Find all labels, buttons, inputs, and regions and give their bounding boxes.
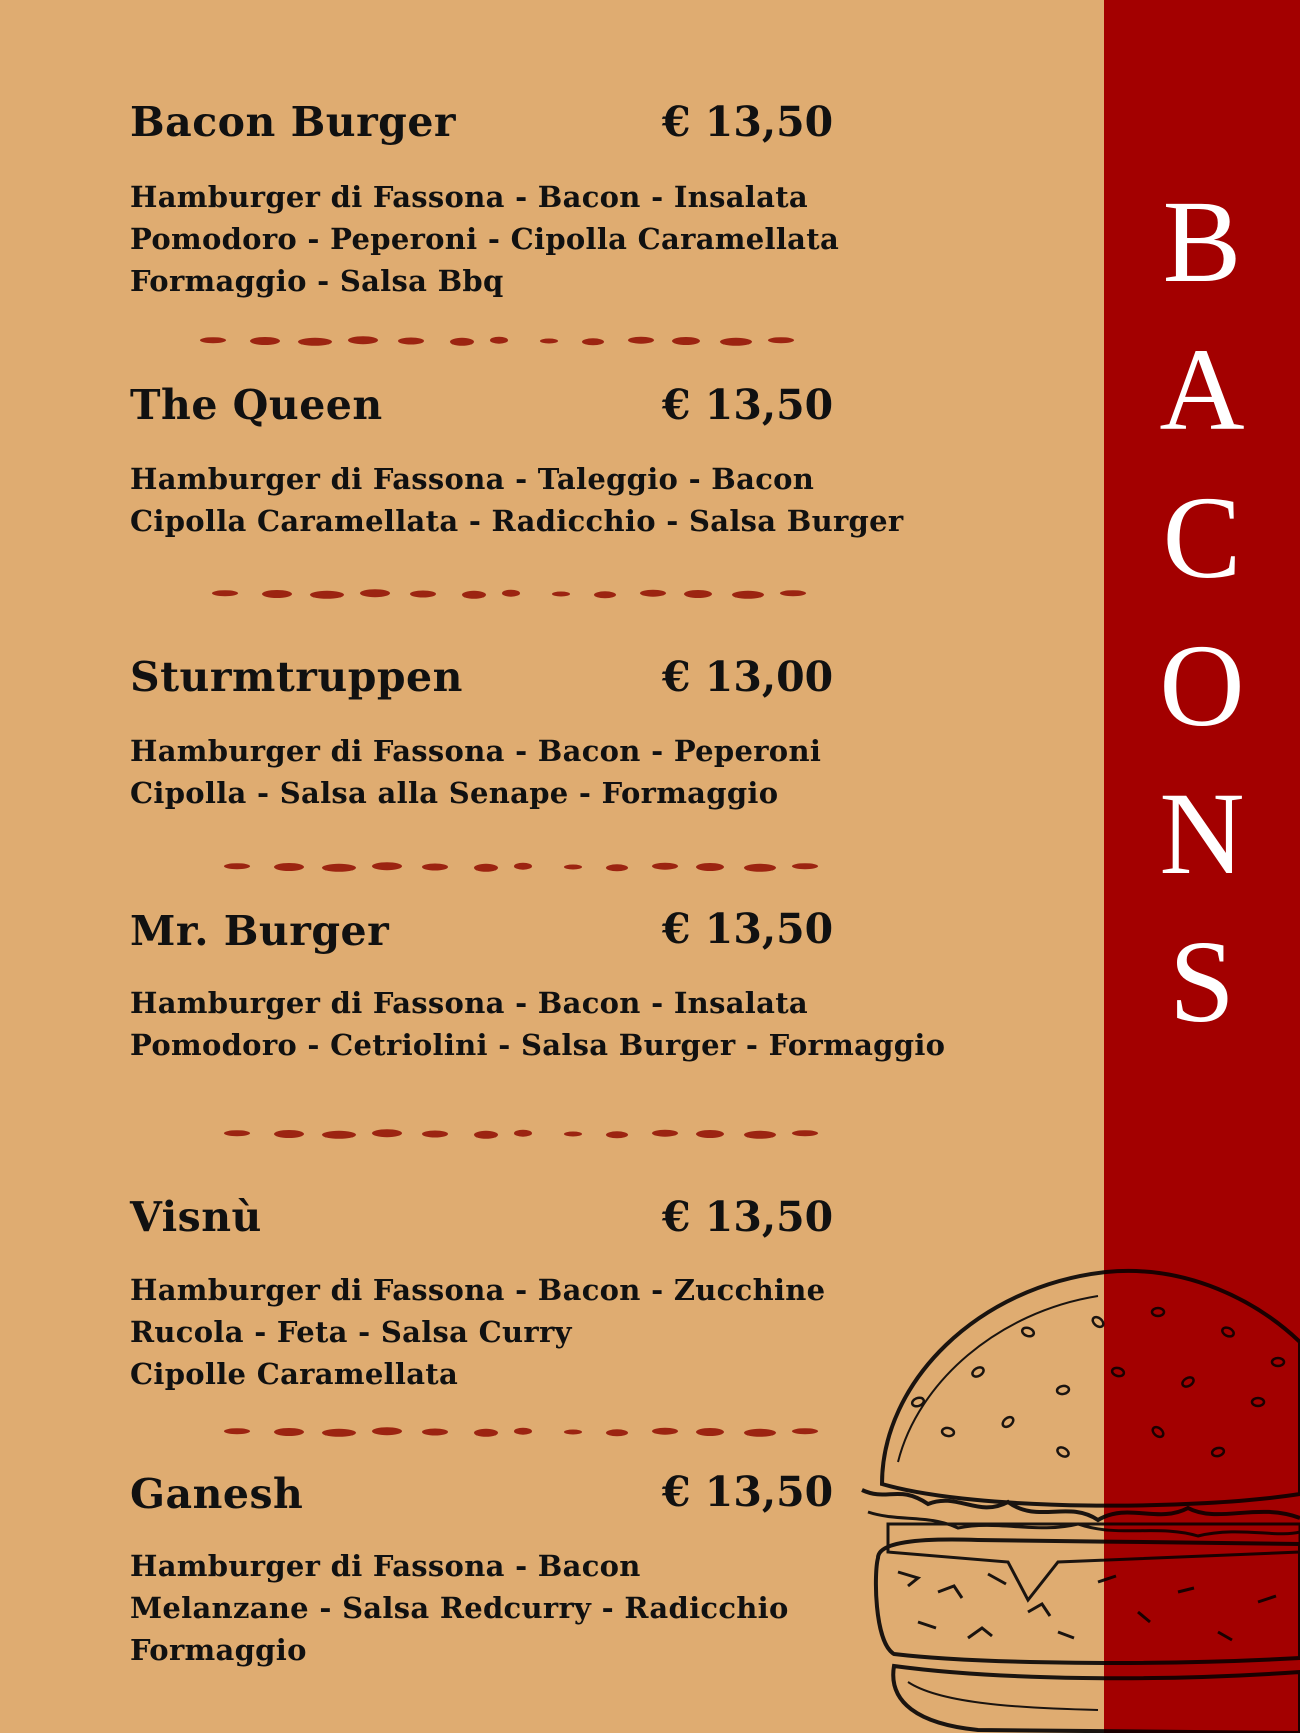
desc-line: Cipolle Caramellata: [130, 1357, 459, 1391]
divider-dash: [224, 1428, 250, 1434]
divider-dash: [514, 1130, 532, 1137]
divider-dash: [474, 1131, 498, 1139]
divider-dash: [274, 1428, 304, 1436]
divider-dash: [582, 338, 604, 345]
item-price-sturmtruppen: € 13,00: [662, 653, 834, 701]
desc-line: Rucola - Feta - Salsa Curry: [130, 1315, 572, 1349]
divider-dash: [606, 864, 628, 871]
item-price-mr-burger: € 13,50: [662, 905, 834, 953]
divider-dash: [768, 337, 794, 343]
divider-dash: [744, 1131, 776, 1139]
divider-dash: [348, 336, 378, 344]
divider-dash: [672, 337, 700, 345]
divider-dash: [322, 1429, 356, 1437]
divider-dash: [422, 1131, 448, 1138]
divider-dash: [274, 1130, 304, 1138]
item-desc-sturmtruppen: [130, 730, 821, 814]
desc-line: Hamburger di Fassona - Taleggio - Bacon: [130, 462, 815, 496]
divider-dash: [540, 339, 558, 344]
divider-dash: [450, 338, 474, 346]
desc-line: Hamburger di Fassona - Bacon - Peperoni: [130, 734, 822, 768]
band-letter-a: A: [1159, 324, 1245, 455]
divider-dash: [474, 1429, 498, 1437]
divider-dash: [594, 591, 616, 598]
divider-dash: [474, 864, 498, 872]
divider-dash: [564, 1132, 582, 1137]
item-name-mr-burger: Mr. Burger: [130, 907, 390, 955]
burger-illustration-icon: [858, 1262, 1300, 1733]
band-letter-c: C: [1162, 472, 1242, 603]
divider-dash: [792, 1428, 818, 1434]
divider-dash: [640, 590, 666, 597]
divider-dash: [732, 591, 764, 599]
divider-5: [224, 1420, 844, 1444]
desc-line: Pomodoro - Peperoni - Cipolla Caramellata: [130, 222, 840, 256]
divider-dash: [792, 1130, 818, 1136]
divider-dash: [628, 337, 654, 344]
divider-dash: [212, 590, 238, 596]
divider-dash: [322, 1131, 356, 1139]
divider-dash: [490, 337, 508, 344]
item-name-the-queen: The Queen: [130, 381, 383, 429]
item-name-ganesh: Ganesh: [130, 1470, 304, 1518]
divider-dash: [696, 1130, 724, 1138]
divider-dash: [224, 863, 250, 869]
desc-line: Cipolla Caramellata - Radicchio - Salsa Burger: [130, 504, 904, 538]
divider-dash: [200, 337, 226, 343]
divider-dash: [514, 863, 532, 870]
divider-dash: [224, 1130, 250, 1136]
divider-2: [212, 582, 832, 606]
desc-line: Formaggio - Salsa Bbq: [130, 264, 504, 298]
divider-dash: [696, 863, 724, 871]
item-price-visnu: € 13,50: [662, 1193, 834, 1241]
desc-line: Pomodoro - Cetriolini - Salsa Burger - Formaggio: [130, 1028, 946, 1062]
desc-line: Formaggio: [130, 1633, 307, 1667]
item-name-bacon-burger: Bacon Burger: [130, 98, 457, 146]
item-name-visnu: Visnù: [130, 1193, 262, 1241]
divider-dash: [372, 1129, 402, 1137]
divider-dash: [422, 864, 448, 871]
band-letter-n: N: [1159, 768, 1245, 899]
divider-dash: [322, 864, 356, 872]
divider-dash: [410, 591, 436, 598]
item-desc-bacon-burger: [130, 176, 839, 302]
divider-dash: [684, 590, 712, 598]
divider-dash: [696, 1428, 724, 1436]
divider-dash: [720, 338, 752, 346]
divider-dash: [564, 1430, 582, 1435]
item-price-the-queen: € 13,50: [662, 381, 834, 429]
desc-line: Hamburger di Fassona - Bacon - Insalata: [130, 986, 808, 1020]
divider-dash: [792, 863, 818, 869]
band-letter-o: O: [1159, 620, 1245, 751]
divider-dash: [652, 1428, 678, 1435]
divider-dash: [606, 1429, 628, 1436]
divider-dash: [398, 338, 424, 345]
item-desc-visnu: [130, 1269, 825, 1395]
divider-dash: [462, 591, 486, 599]
divider-dash: [298, 338, 332, 346]
desc-line: Hamburger di Fassona - Bacon - Insalata: [130, 180, 808, 214]
divider-dash: [652, 1130, 678, 1137]
divider-dash: [422, 1429, 448, 1436]
item-price-ganesh: € 13,50: [662, 1468, 834, 1516]
divider-dash: [606, 1131, 628, 1138]
desc-line: Hamburger di Fassona - Bacon - Zucchine: [130, 1273, 826, 1307]
band-letter-s: S: [1169, 916, 1235, 1047]
divider-4: [224, 1122, 844, 1146]
item-desc-mr-burger: [130, 982, 945, 1066]
divider-dash: [564, 865, 582, 870]
band-letter-b: B: [1162, 176, 1242, 307]
divider-dash: [372, 862, 402, 870]
divider-dash: [372, 1427, 402, 1435]
divider-dash: [780, 590, 806, 596]
divider-dash: [652, 863, 678, 870]
desc-line: Cipolla - Salsa alla Senape - Formaggio: [130, 776, 779, 810]
divider-dash: [552, 592, 570, 597]
divider-dash: [502, 590, 520, 597]
divider-dash: [744, 1429, 776, 1437]
item-price-bacon-burger: € 13,50: [662, 98, 834, 146]
divider-dash: [360, 589, 390, 597]
divider-dash: [250, 337, 280, 345]
divider-dash: [310, 591, 344, 599]
item-desc-the-queen: [130, 458, 903, 542]
item-name-sturmtruppen: Sturmtruppen: [130, 653, 463, 701]
divider-1: [200, 329, 820, 353]
divider-3: [224, 855, 844, 879]
item-desc-ganesh: [130, 1545, 789, 1671]
desc-line: Melanzane - Salsa Redcurry - Radicchio: [130, 1591, 789, 1625]
divider-dash: [744, 864, 776, 872]
divider-dash: [514, 1428, 532, 1435]
divider-dash: [262, 590, 292, 598]
divider-dash: [274, 863, 304, 871]
desc-line: Hamburger di Fassona - Bacon: [130, 1549, 641, 1583]
